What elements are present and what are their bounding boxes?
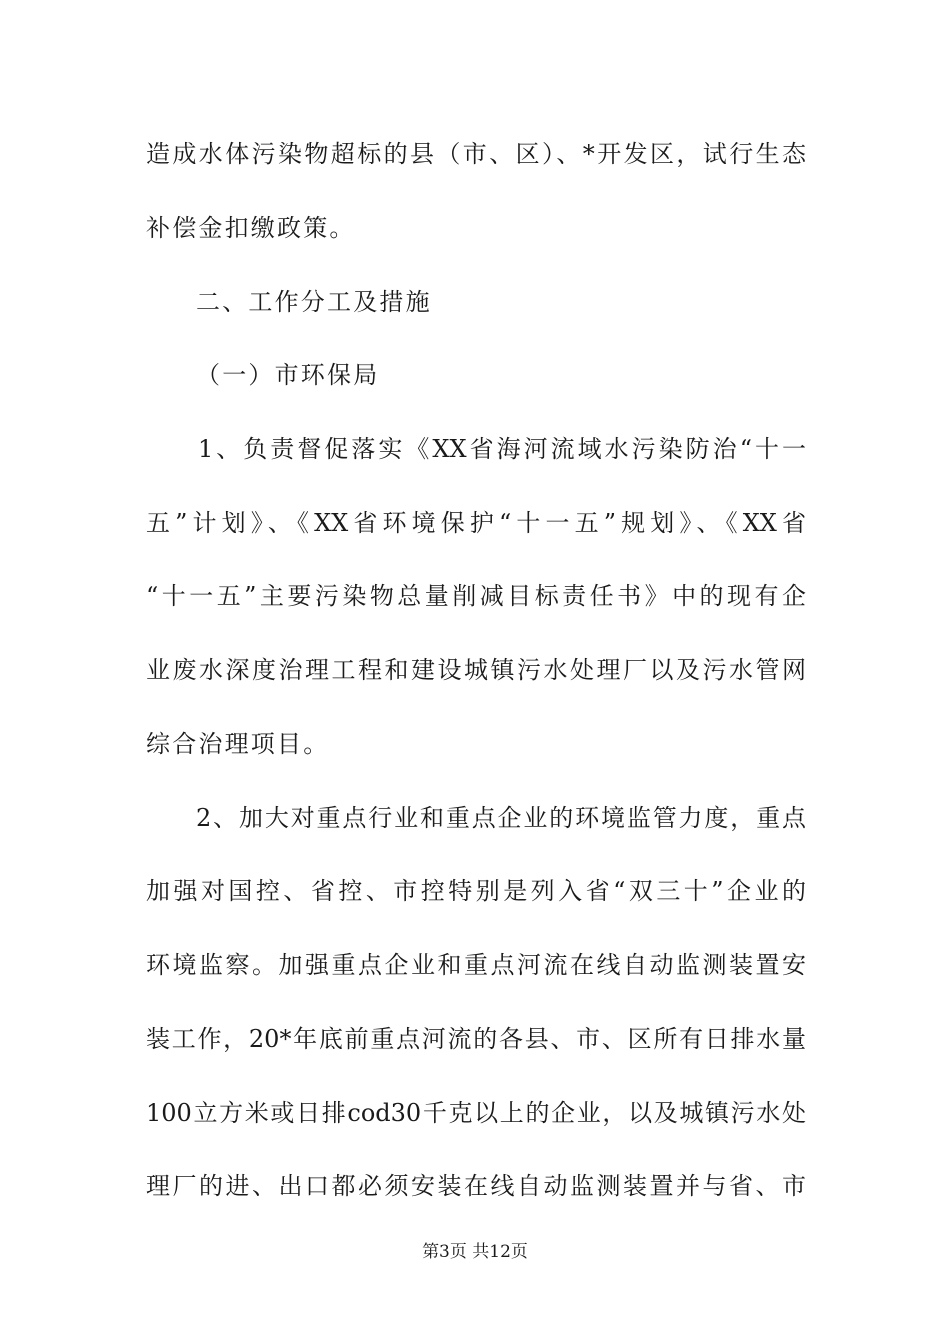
page-number-footer: 第3页 共12页 — [422, 1242, 528, 1262]
paragraph-line: 综合治理项目。 — [146, 730, 330, 758]
paragraph-line: 2、加大对重点行业和重点企业的环境监管力度，重点 — [196, 804, 806, 832]
paragraph-line: 业废水深度治理工程和建设城镇污水处理厂以及污水管网 — [146, 656, 806, 684]
paragraph-line: 装工作，20*年底前重点河流的各县、市、区所有日排水量 — [146, 1025, 806, 1053]
paragraph-line: 五”计划》、《XX省环境保护“十一五”规划》、《XX省 — [146, 509, 806, 537]
paragraph-line: 理厂的进、出口都必须安装在线自动监测装置并与省、市 — [146, 1172, 806, 1200]
paragraph-line: 造成水体污染物超标的县（市、区）、*开发区，试行生态 — [146, 140, 806, 168]
paragraph-line: 环境监察。加强重点企业和重点河流在线自动监测装置安 — [146, 951, 806, 979]
paragraph-line: “十一五”主要污染物总量削减目标责任书》中的现有企 — [146, 582, 806, 610]
section-heading: 二、工作分工及措施 — [196, 288, 432, 316]
paragraph-line: 1、负责督促落实《XX省海河流域水污染防治“十一 — [198, 435, 806, 463]
paragraph-line: 100立方米或日排cod30千克以上的企业，以及城镇污水处 — [146, 1099, 806, 1127]
subsection-heading: （一）市环保局 — [196, 361, 380, 389]
paragraph-line: 加强对国控、省控、市控特别是列入省“双三十”企业的 — [146, 877, 806, 905]
paragraph-line: 补偿金扣缴政策。 — [146, 214, 356, 242]
